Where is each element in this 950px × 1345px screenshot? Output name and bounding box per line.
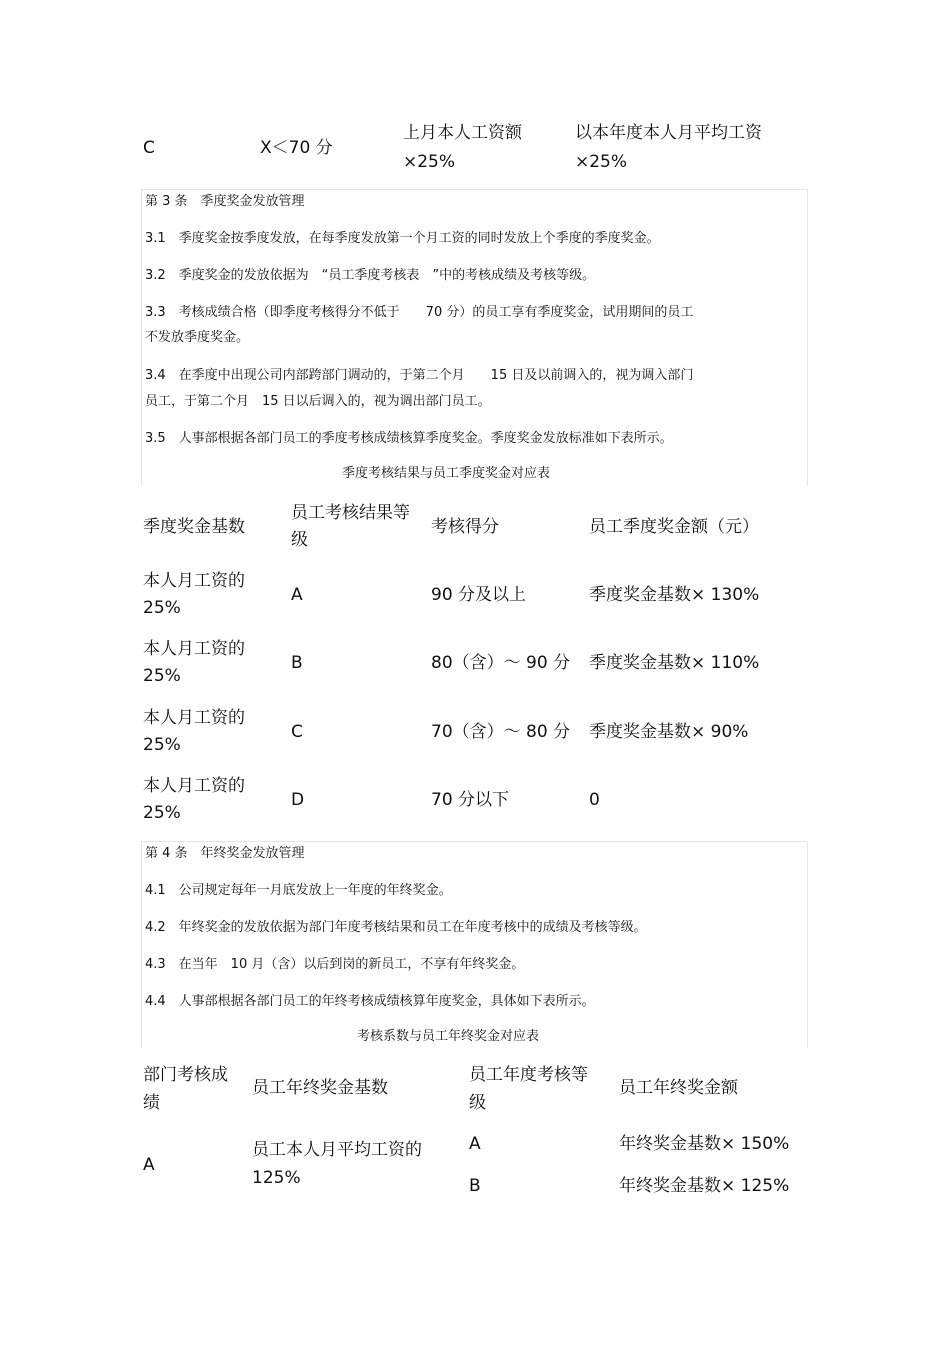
year-base-line2: 125% — [252, 1168, 301, 1188]
article-4-item: 4.1 公司规定每年一月底发放上一年度的年终奖金。 — [145, 883, 452, 898]
article-4-item: 4.2 年终奖金的发放依据为部门年度考核结果和员工在年度考核中的成绩及考核等级。 — [145, 920, 647, 935]
article-4-frame — [141, 841, 808, 1048]
year-header-grade-line2: 级 — [469, 1093, 486, 1113]
article-3-item: 3.4 在季度中出现公司内部跨部门调动的，于第二个月 15 日及以前调入的，视为调入部门 — [145, 368, 694, 383]
top-row-grade: C — [143, 138, 155, 158]
top-row-col3-line1: 上月本人工资额 — [403, 123, 522, 143]
quarter-header-score: 考核得分 — [431, 517, 499, 537]
article-3-item: 3.2 季度奖金的发放依据为 “员工季度考核表 ”中的考核成绩及考核等级。 — [145, 268, 596, 283]
article-3-item: 不发放季度奖金。 — [145, 330, 250, 345]
year-row-amount: 年终奖金基数× 125% — [619, 1176, 790, 1196]
quarter-header-grade-line2: 级 — [291, 530, 308, 550]
quarter-row-base-line2: 25% — [143, 666, 181, 686]
article-3-heading: 第 3 条 季度奖金发放管理 — [145, 194, 305, 209]
quarter-row-base-line2: 25% — [143, 598, 181, 618]
year-row-grade: B — [469, 1176, 481, 1196]
quarter-row-grade: B — [291, 653, 303, 673]
year-dept-grade: A — [143, 1155, 155, 1175]
quarter-row-amount: 季度奖金基数× 90% — [589, 722, 749, 742]
year-header-grade-line1: 员工年度考核等 — [469, 1065, 588, 1085]
quarter-header-grade-line1: 员工考核结果等 — [291, 503, 410, 523]
year-row-grade: A — [469, 1134, 481, 1154]
top-row-col4-line2: ×25% — [575, 152, 628, 172]
top-row-score: X＜70 分 — [260, 138, 333, 158]
quarter-row-amount: 0 — [589, 790, 600, 810]
year-header-dept-line2: 绩 — [143, 1093, 160, 1113]
year-header-base: 员工年终奖金基数 — [252, 1078, 388, 1098]
article-4-item: 4.4 人事部根据各部门员工的年终考核成绩核算年度奖金，具体如下表所示。 — [145, 994, 595, 1009]
quarter-row-score: 90 分及以上 — [431, 585, 527, 605]
quarter-row-grade: C — [291, 722, 303, 742]
year-header-dept-line1: 部门考核成 — [143, 1065, 228, 1085]
quarter-row-grade: A — [291, 585, 303, 605]
top-row-col3-line2: ×25% — [403, 152, 456, 172]
year-header-amount: 员工年终奖金额 — [619, 1078, 738, 1098]
article-3-item: 3.3 考核成绩合格（即季度考核得分不低于 70 分）的员工享有季度奖金，试用期间的员工 — [145, 305, 694, 320]
quarter-header-amount: 员工季度奖金额（元） — [589, 517, 759, 537]
quarter-row-base-line1: 本人月工资的 — [143, 639, 245, 659]
article-4-item: 4.3 在当年 10 月（含）以后到岗的新员工，不享有年终奖金。 — [145, 957, 525, 972]
year-table-title: 考核系数与员工年终奖金对应表 — [357, 1029, 540, 1044]
quarter-header-base: 季度奖金基数 — [143, 517, 245, 537]
article-4-heading: 第 4 条 年终奖金发放管理 — [145, 846, 305, 861]
quarter-row-score: 80（含）～ 90 分 — [431, 653, 571, 673]
quarter-row-base-line1: 本人月工资的 — [143, 708, 245, 728]
quarter-row-base-line1: 本人月工资的 — [143, 571, 245, 591]
quarter-row-score: 70（含）～ 80 分 — [431, 722, 571, 742]
quarter-row-base-line1: 本人月工资的 — [143, 776, 245, 796]
top-row-col4-line1: 以本年度本人月平均工资 — [575, 123, 762, 143]
quarter-table-title: 季度考核结果与员工季度奖金对应表 — [342, 466, 551, 481]
year-row-amount: 年终奖金基数× 150% — [619, 1134, 790, 1154]
quarter-row-score: 70 分以下 — [431, 790, 510, 810]
quarter-row-base-line2: 25% — [143, 803, 181, 823]
quarter-row-grade: D — [291, 790, 305, 810]
quarter-row-base-line2: 25% — [143, 735, 181, 755]
article-3-item: 3.1 季度奖金按季度发放，在每季度发放第一个月工资的同时发放上个季度的季度奖金。 — [145, 231, 660, 246]
quarter-row-amount: 季度奖金基数× 130% — [589, 585, 760, 605]
year-base-line1: 员工本人月平均工资的 — [252, 1140, 422, 1160]
quarter-row-amount: 季度奖金基数× 110% — [589, 653, 760, 673]
article-3-item: 3.5 人事部根据各部门员工的季度考核成绩核算季度奖金。季度奖金发放标准如下表所示。 — [145, 431, 673, 446]
article-3-item: 员工，于第二个月 15 日以后调入的，视为调出部门员工。 — [145, 394, 491, 409]
